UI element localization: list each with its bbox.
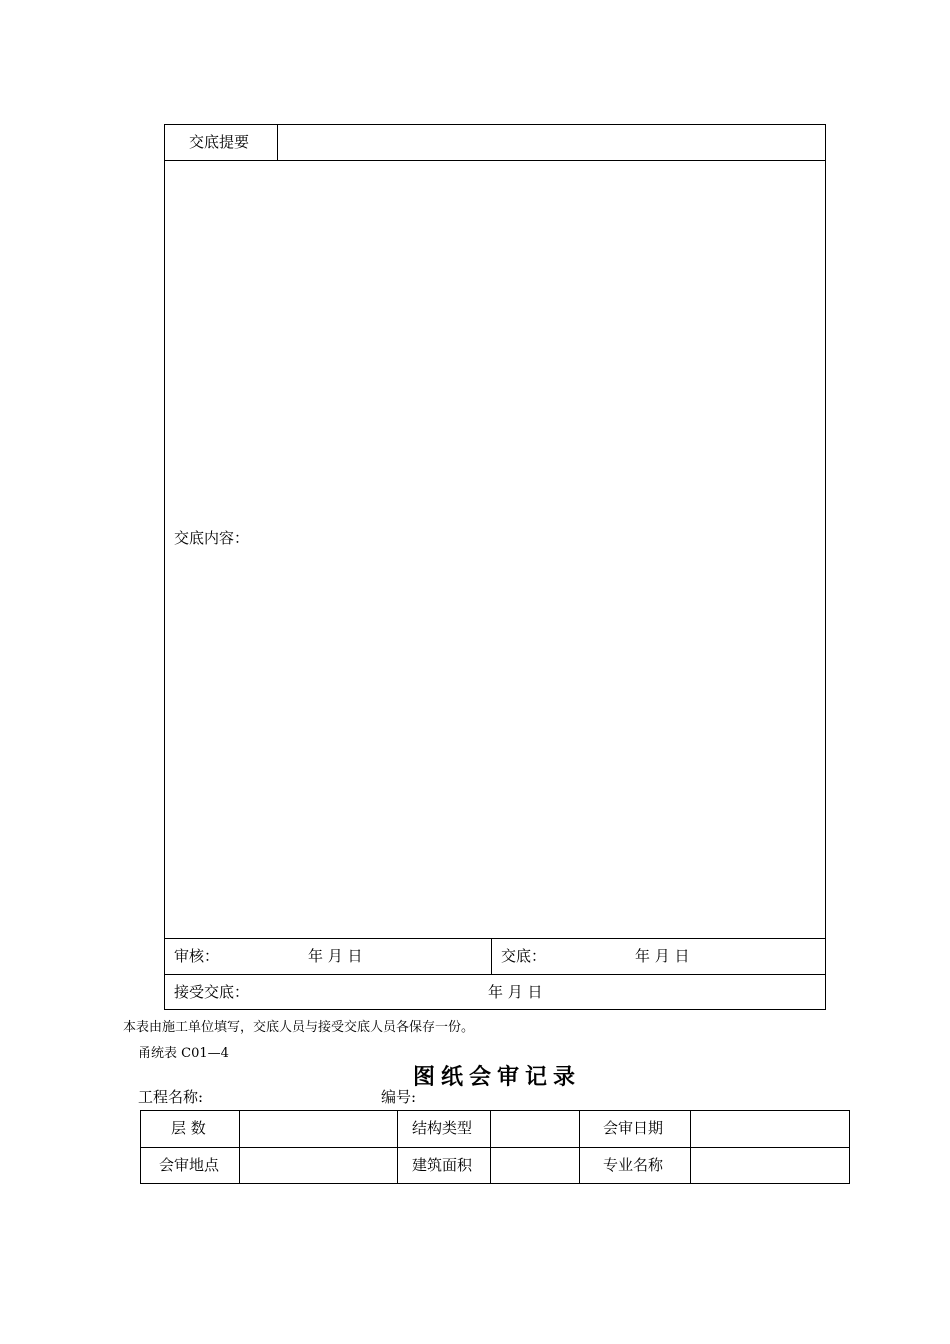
project-name-label: 工程名称: <box>138 1088 204 1106</box>
floors-label: 层 数 <box>171 1119 206 1137</box>
review-date-field[interactable] <box>691 1111 849 1147</box>
table-divider <box>491 938 492 974</box>
review-date-label: 会审日期 <box>603 1119 664 1137</box>
review-date: 年 月 日 <box>308 947 363 965</box>
review-label: 审核： <box>174 947 220 965</box>
handover-label: 交底： <box>501 947 547 965</box>
handover-note: 本表由施工单位填写，交底人员与接受交底人员各保存一份。 <box>123 1020 475 1035</box>
table-divider <box>579 1111 580 1183</box>
summary-label: 交底提要 <box>189 133 250 151</box>
receiver-date: 年 月 日 <box>488 983 543 1001</box>
floors-field[interactable] <box>240 1111 397 1147</box>
content-field[interactable] <box>165 161 825 938</box>
review-location-label: 会审地点 <box>159 1156 220 1174</box>
handover-table <box>164 124 826 1010</box>
drawing-review-table <box>140 1110 850 1184</box>
discipline-label: 专业名称 <box>603 1156 664 1174</box>
handover-date: 年 月 日 <box>635 947 690 965</box>
building-area-field[interactable] <box>491 1148 579 1183</box>
content-label: 交底内容： <box>174 529 250 547</box>
review-location-field[interactable] <box>240 1148 397 1183</box>
form-code: 甬统表 C01—4 <box>138 1046 229 1061</box>
table-divider <box>397 1111 398 1183</box>
summary-field[interactable] <box>278 125 825 160</box>
number-label: 编号: <box>381 1088 417 1106</box>
receiver-label: 接受交底： <box>174 983 250 1001</box>
page-title: 图纸会审记录 <box>413 1065 582 1090</box>
structure-type-label: 结构类型 <box>412 1119 473 1137</box>
discipline-field[interactable] <box>691 1148 849 1183</box>
structure-type-field[interactable] <box>491 1111 579 1147</box>
building-area-label: 建筑面积 <box>412 1156 473 1174</box>
table-divider <box>165 974 825 975</box>
table-divider <box>165 938 825 939</box>
